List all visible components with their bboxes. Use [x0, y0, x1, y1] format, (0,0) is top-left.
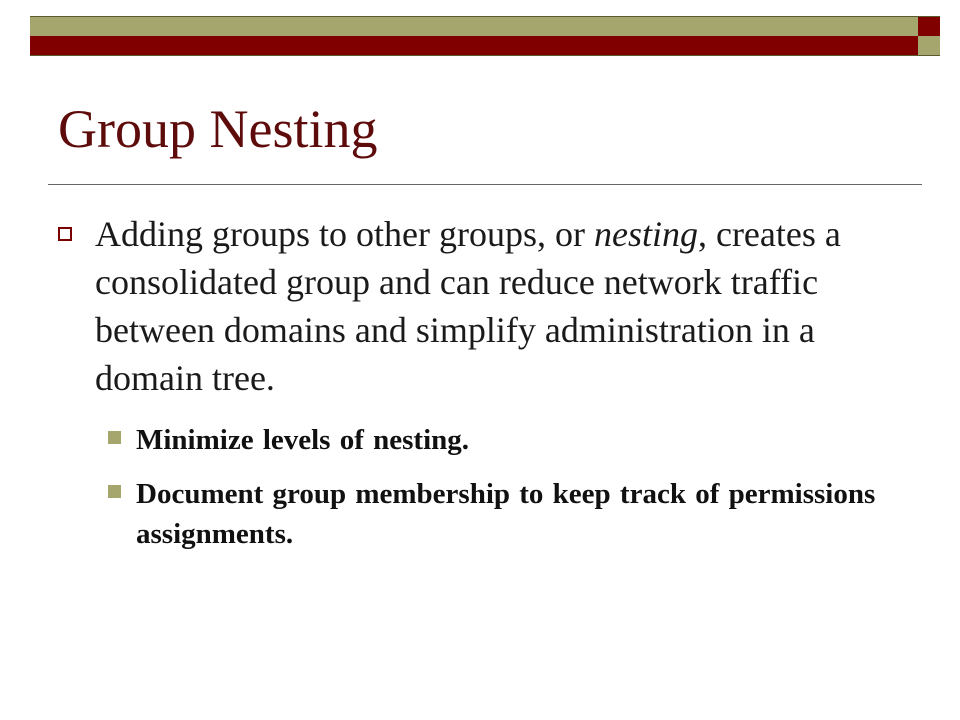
hollow-square-bullet-icon	[58, 227, 72, 241]
sub-bullet	[108, 420, 888, 460]
title-divider	[48, 184, 922, 185]
sub-bullet-text: Document group membership to keep track of permissions assignments.	[136, 478, 876, 550]
top-bars-outline	[30, 16, 940, 56]
main-bullet-text-before: Adding groups to other groups, or	[95, 214, 594, 254]
main-bullet-text	[95, 210, 898, 402]
main-bullet	[58, 210, 898, 402]
filled-square-bullet-icon	[108, 431, 121, 444]
main-bullet-emphasis: nesting	[593, 214, 698, 254]
filled-square-bullet-icon	[108, 485, 121, 498]
slide-title: Group Nesting	[58, 99, 378, 159]
sub-bullet	[108, 474, 888, 554]
main-bullet-text-after: , creates a consolidated group and can reduce network traffic between domains and simplify administration in a domain tree.	[95, 214, 841, 398]
sub-bullet-text: Minimize levels of nesting.	[136, 424, 470, 456]
